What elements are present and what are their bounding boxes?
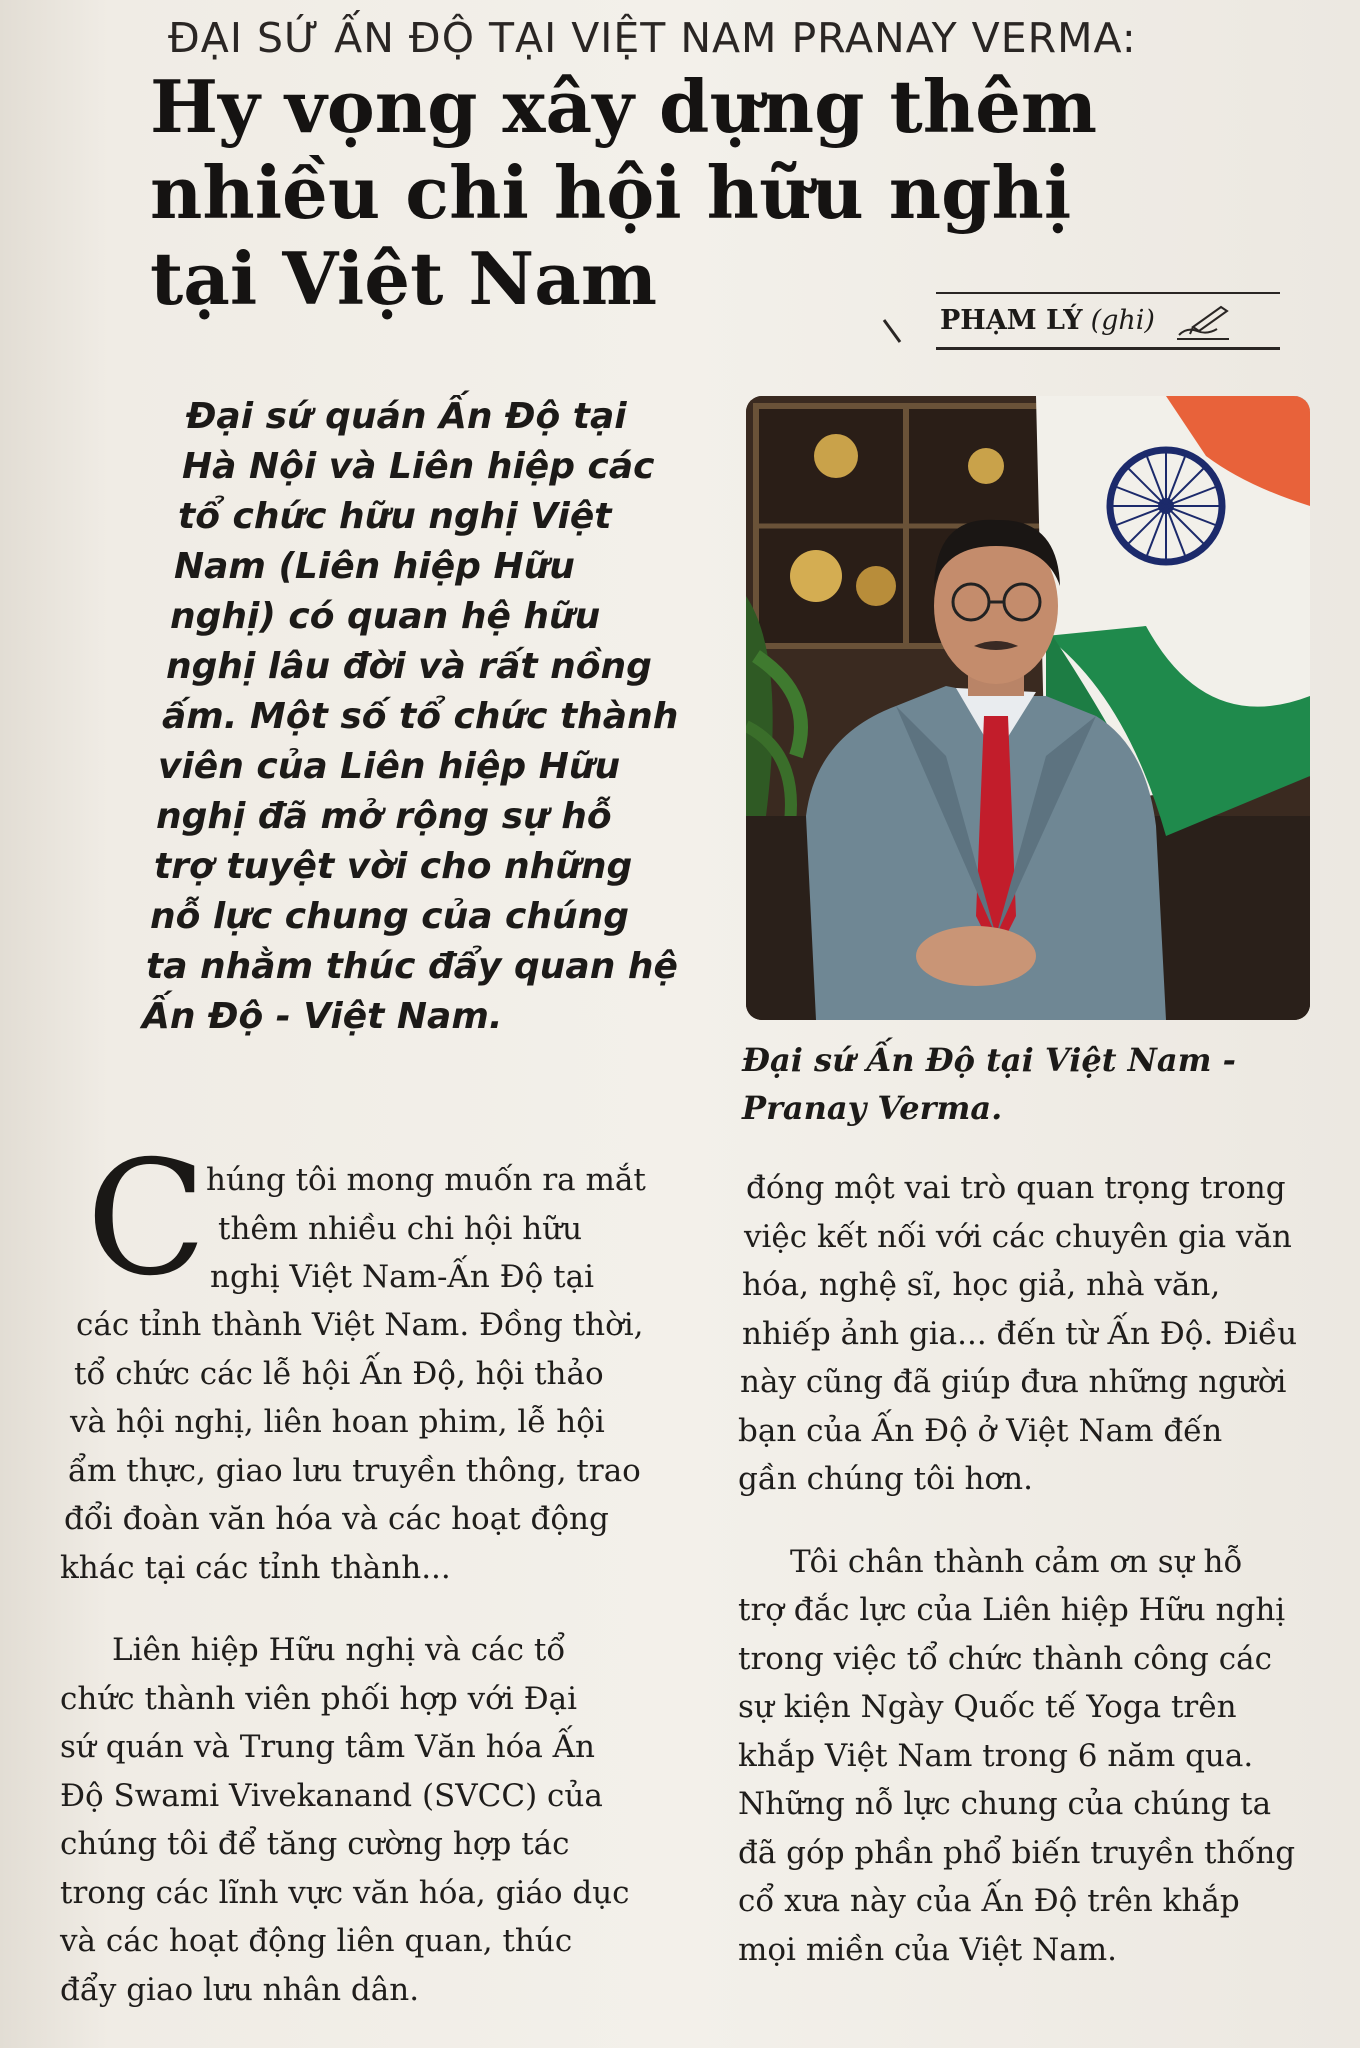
body-line: cổ xưa này của Ấn Độ trên khắp — [738, 1883, 1240, 1919]
body-line: việc kết nối với các chuyên gia văn — [744, 1218, 1292, 1255]
body-line: Những nỗ lực chung của chúng ta — [738, 1786, 1272, 1822]
headline-line: tại Việt Nam — [150, 236, 658, 321]
body-line: tổ chức các lễ hội Ấn Độ, hội thảo — [74, 1355, 604, 1392]
lede-line: nghị) có quan hệ hữu — [170, 596, 601, 637]
pen-icon — [1173, 301, 1233, 341]
body-line: gần chúng tôi hơn. — [738, 1461, 1033, 1497]
body-line: chức thành viên phối hợp với Đại — [60, 1680, 578, 1717]
caption-line: Đại sứ Ấn Độ tại Việt Nam - — [742, 1041, 1236, 1079]
lede-line: trợ tuyệt vời cho những — [154, 846, 633, 887]
lede-line: tổ chức hữu nghị Việt — [178, 496, 612, 537]
lede-line: ta nhằm thúc đẩy quan hệ — [146, 946, 678, 987]
photo-caption — [742, 1036, 1302, 1132]
headline-line: nhiều chi hội hữu nghị — [150, 150, 1072, 235]
body-line: nghị Việt Nam-Ấn Độ tại — [210, 1259, 595, 1295]
body-line: Độ Swami Vivekanand (SVCC) của — [60, 1777, 603, 1814]
body-line: thêm nhiều chi hội hữu — [218, 1210, 583, 1247]
body-line: Tôi chân thành cảm ơn sự hỗ — [790, 1543, 1243, 1580]
body-line: mọi miền của Việt Nam. — [738, 1931, 1117, 1968]
body-line: đổi đoàn văn hóa và các hoạt động — [64, 1501, 609, 1537]
body-line: sự kiện Ngày Quốc tế Yoga trên — [738, 1689, 1237, 1725]
lede-line: Hà Nội và Liên hiệp các — [182, 446, 655, 487]
author-role: (ghi) — [1090, 305, 1155, 336]
body-line: chúng tôi để tăng cường hợp tác — [60, 1826, 570, 1862]
article-kicker: ĐẠI SỨ ẤN ĐỘ TẠI VIỆT NAM PRANAY VERMA: — [168, 14, 1137, 62]
lede-line: nghị đã mở rộng sự hỗ — [156, 796, 612, 837]
body-line: hóa, nghệ sĩ, học giả, nhà văn, — [742, 1267, 1221, 1303]
body-line: bạn của Ấn Độ ở Việt Nam đến — [738, 1412, 1223, 1449]
body-line: đã góp phần phổ biến truyền thống — [738, 1834, 1296, 1871]
body-line: và các hoạt động liên quan, thúc — [60, 1923, 573, 1959]
ambassador-portrait-image — [746, 396, 1310, 1020]
body-line: sứ quán và Trung tâm Văn hóa Ấn — [60, 1729, 596, 1765]
lede-line: nghị lâu đời và rất nồng — [166, 646, 652, 687]
lede-line: nỗ lực chung của chúng — [150, 896, 630, 937]
body-line: đẩy giao lưu nhân dân. — [60, 1971, 420, 2008]
author-name: PHẠM LÝ — [940, 305, 1083, 336]
drop-cap: C — [86, 1127, 207, 1311]
caption-line: Pranay Verma. — [742, 1089, 1003, 1127]
body-line: khác tại các tỉnh thành... — [60, 1549, 451, 1586]
body-line: nhiếp ảnh gia... đến từ Ấn Độ. Điều — [742, 1315, 1298, 1352]
headline-line: Hy vọng xây dựng thêm — [150, 64, 1098, 149]
byline — [936, 292, 1280, 350]
body-left-opening — [206, 1156, 646, 1302]
lede-line: Nam (Liên hiệp Hữu — [174, 546, 575, 587]
body-line: các tỉnh thành Việt Nam. Đồng thời, — [76, 1307, 644, 1343]
lede-line: ấm. Một số tổ chức thành — [162, 696, 679, 737]
body-line: trợ đắc lực của Liên hiệp Hữu nghị — [738, 1592, 1286, 1628]
body-right-column — [738, 1164, 1338, 1974]
article-headline — [150, 64, 1290, 322]
body-line: húng tôi mong muốn ra mắt — [206, 1162, 646, 1198]
lede-line: Đại sứ quán Ấn Độ tại — [186, 396, 627, 437]
body-line: khắp Việt Nam trong 6 năm qua. — [738, 1737, 1254, 1774]
ambassador-photo — [746, 396, 1310, 1020]
body-line: trong việc tổ chức thành công các — [738, 1640, 1272, 1677]
lede-line: viên của Liên hiệp Hữu — [158, 746, 621, 787]
body-line: ẩm thực, giao lưu truyền thông, trao — [68, 1452, 641, 1489]
body-line: trong các lĩnh vực văn hóa, giáo dục — [60, 1874, 630, 1911]
body-line: này cũng đã giúp đưa những người — [740, 1364, 1287, 1400]
lede-line: Ấn Độ - Việt Nam. — [142, 996, 503, 1037]
body-line: đóng một vai trò quan trọng trong — [746, 1170, 1286, 1206]
body-line: và hội nghị, liên hoan phim, lễ hội — [70, 1404, 605, 1440]
decorative-slash-icon — [880, 318, 904, 344]
body-left-column — [60, 1301, 680, 2014]
body-line: Liên hiệp Hữu nghị và các tổ — [112, 1632, 566, 1668]
article-lede — [142, 392, 702, 1042]
